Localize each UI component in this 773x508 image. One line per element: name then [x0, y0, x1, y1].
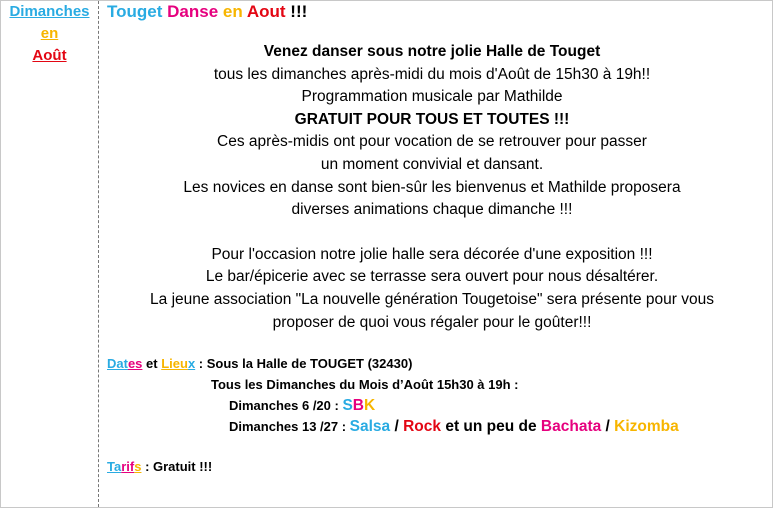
body-line: Venez danser sous notre jolie Halle de Touget [263, 43, 601, 60]
body-line: tous les dimanches après-midi du mois d'Août de 15h30 à 19h!! [213, 65, 651, 83]
title-exclamation: !!! [290, 2, 308, 21]
dance-rock: Rock [403, 418, 442, 436]
label-lieux-b: x [187, 356, 196, 372]
body-line: Ces après-midis ont pour vocation de se retrouver pour passer [217, 133, 647, 151]
title-word-danse: Danse [167, 2, 219, 21]
sidebar-line-en: en [40, 25, 59, 42]
place-text: : Sous la Halle de TOUGET (32430) [195, 356, 413, 372]
separator-slash: / [390, 418, 404, 436]
label-dates-a: Dat [107, 356, 128, 372]
dates-lieux-row [107, 353, 767, 374]
body-line: La jeune association "La nouvelle génération Tougetoise" sera présente pour vous [150, 290, 714, 308]
label-lieux-a: Lieu [161, 356, 188, 372]
label-tarifs-b: rif [121, 459, 135, 475]
sunday-1-label: Dimanches 6 /20 : [229, 398, 343, 414]
body-line: Les novices en danse sont bien-sûr les bienvenus et Mathilde proposera [183, 178, 681, 196]
body-line: un moment convivial et dansant. [320, 155, 544, 173]
separator-slash: / [601, 418, 615, 436]
dance-sbk-s: S [342, 397, 353, 415]
body-line: proposer de quoi vous régaler pour le goûter!!! [272, 313, 592, 331]
main-content [107, 1, 767, 507]
dance-salsa: Salsa [349, 418, 391, 436]
announcement-text [107, 41, 757, 334]
title-word-touget: Touget [107, 2, 163, 21]
dance-bachata: Bachata [540, 418, 602, 436]
sidebar [1, 1, 99, 507]
title-word-en: en [222, 2, 243, 21]
schedule-row [107, 374, 767, 395]
sunday-2-label: Dimanches 13 /27 : [229, 419, 350, 435]
sidebar-line-dimanches: Dimanches [9, 3, 90, 20]
sunday-row-2 [107, 416, 767, 437]
dance-sbk-b: B [352, 397, 364, 415]
body-line: GRATUIT POUR TOUS ET TOUTES !!! [294, 110, 570, 128]
body-line: Pour l'occasion notre jolie halle sera décorée d'une exposition !!! [211, 245, 653, 263]
title-word-aout: Aout [246, 2, 286, 21]
label-et: et [142, 356, 162, 372]
body-line: Programmation musicale par Mathilde [301, 88, 563, 106]
dance-connector: et un peu de [441, 418, 541, 436]
body-line: Le bar/épicerie avec se terrasse sera ouvert pour nous désaltérer. [205, 268, 659, 286]
tarifs-row [107, 456, 767, 477]
dance-kizomba: Kizomba [614, 418, 679, 436]
dance-sbk-k: K [364, 397, 376, 415]
event-info [107, 353, 767, 477]
schedule-text: Tous les Dimanches du Mois d’Août 15h30 à 19h : [211, 377, 519, 393]
label-tarifs-c: s [134, 459, 142, 475]
sidebar-line-aout: Août [32, 47, 67, 64]
label-tarifs-a: Ta [107, 459, 122, 475]
paragraph-gap [107, 222, 757, 244]
page-title [107, 1, 767, 23]
body-line: diverses animations chaque dimanche !!! [291, 201, 573, 219]
sunday-row-1 [107, 395, 767, 416]
tarifs-value: : Gratuit !!! [141, 459, 213, 475]
label-dates-b: es [127, 356, 143, 372]
